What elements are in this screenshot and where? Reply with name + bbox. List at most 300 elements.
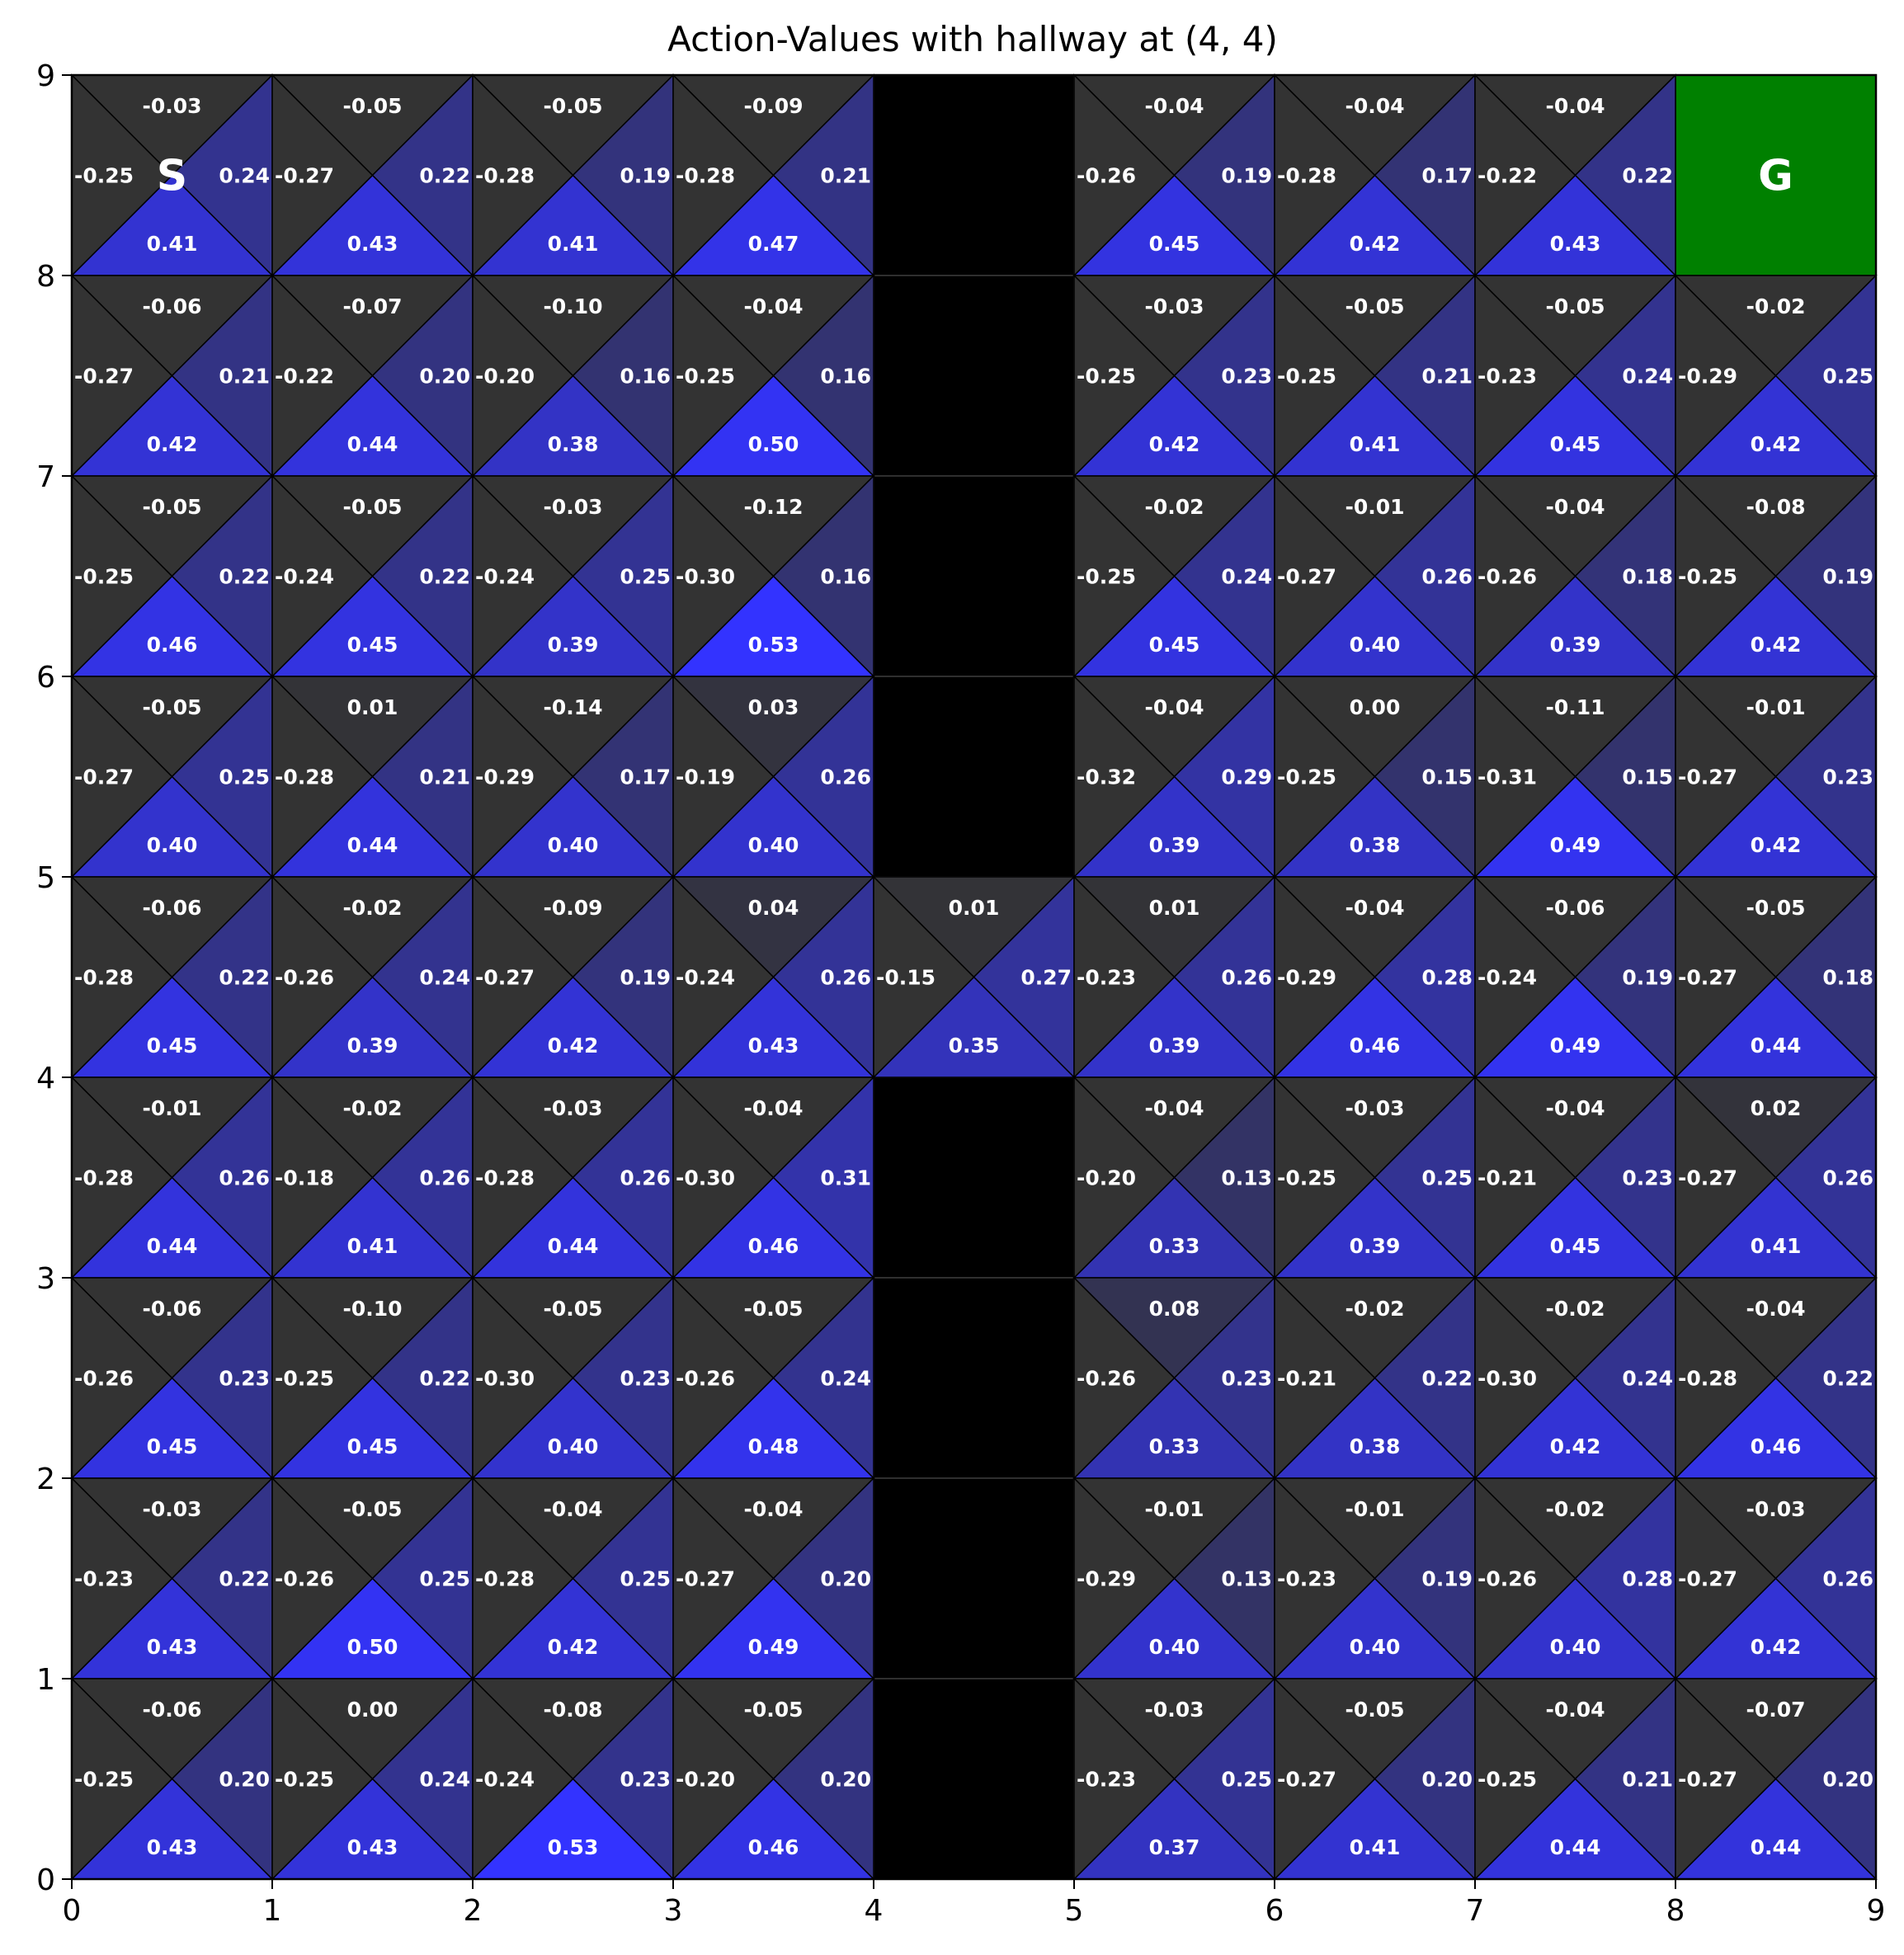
q-value-up: -0.02 <box>342 1096 403 1120</box>
q-value-up: -0.03 <box>543 1096 603 1120</box>
q-value-right: 0.26 <box>820 765 871 789</box>
q-value-down: 0.42 <box>1750 633 1802 657</box>
q-value-down: 0.44 <box>146 1234 198 1258</box>
q-value-right: 0.23 <box>620 1767 671 1792</box>
wall-cell <box>874 75 1074 276</box>
q-value-down: 0.46 <box>1349 1034 1401 1058</box>
x-tick-label: 5 <box>1064 1894 1084 1928</box>
x-tick-label: 2 <box>463 1894 483 1928</box>
q-value-left: -0.27 <box>475 965 535 990</box>
q-value-right: 0.22 <box>1421 1366 1473 1391</box>
q-value-left: -0.25 <box>1077 364 1137 389</box>
start-label: S <box>156 151 188 201</box>
q-value-left: -0.25 <box>1277 765 1337 789</box>
q-value-down: 0.40 <box>1148 1635 1200 1659</box>
q-value-down: 0.50 <box>346 1635 398 1659</box>
x-tick-label: 8 <box>1666 1894 1685 1928</box>
q-value-left: -0.25 <box>275 1767 335 1792</box>
grid-cell <box>1275 75 1475 276</box>
q-value-up: -0.06 <box>142 1698 202 1722</box>
q-value-up: 0.04 <box>747 896 799 920</box>
grid-cell <box>272 1478 473 1679</box>
q-value-left: -0.21 <box>1277 1366 1337 1391</box>
grid-cell <box>1475 75 1675 276</box>
grid-cell <box>1275 1478 1475 1679</box>
q-value-left: -0.27 <box>1678 1767 1738 1792</box>
q-value-left: -0.26 <box>1477 1566 1538 1591</box>
q-value-left: -0.29 <box>1077 1566 1137 1591</box>
q-value-right: 0.24 <box>1622 364 1673 389</box>
q-value-down: 0.42 <box>547 1635 599 1659</box>
q-value-left: -0.24 <box>676 965 736 990</box>
grid-cell <box>272 1679 473 1879</box>
q-value-up: -0.05 <box>1345 1698 1405 1722</box>
y-tick-label: 4 <box>36 1062 55 1095</box>
q-value-up: -0.06 <box>142 896 202 920</box>
q-value-down: 0.39 <box>346 1034 398 1058</box>
q-value-down: 0.39 <box>1148 833 1200 857</box>
grid-cell <box>1275 877 1475 1077</box>
q-value-up: -0.04 <box>1545 1096 1605 1120</box>
q-value-up: -0.04 <box>1144 1096 1204 1120</box>
q-value-up: -0.01 <box>1345 1497 1405 1521</box>
q-value-down: 0.42 <box>1750 1635 1802 1659</box>
grid-cell <box>1275 1278 1475 1478</box>
q-value-down: 0.46 <box>146 633 198 657</box>
q-value-down: 0.42 <box>547 1034 599 1058</box>
q-value-up: -0.05 <box>543 94 603 118</box>
grid-cell <box>673 1679 874 1879</box>
y-tick-label: 2 <box>36 1463 55 1496</box>
grid-cell <box>1675 276 1876 476</box>
q-value-left: -0.28 <box>676 163 736 188</box>
q-value-right: 0.15 <box>1421 765 1473 789</box>
q-value-left: -0.28 <box>475 1166 535 1190</box>
q-value-down: 0.38 <box>1349 833 1401 857</box>
q-value-up: -0.10 <box>543 294 603 318</box>
q-value-left: -0.24 <box>1477 965 1538 990</box>
grid-cell <box>1675 877 1876 1077</box>
q-value-right: 0.20 <box>1822 1767 1873 1792</box>
q-value-down: 0.41 <box>1349 432 1401 456</box>
x-tick-label: 1 <box>262 1894 282 1928</box>
q-value-left: -0.25 <box>1678 564 1738 589</box>
q-value-right: 0.23 <box>1221 1366 1272 1391</box>
q-value-left: -0.23 <box>1277 1566 1337 1591</box>
q-value-left: -0.25 <box>74 564 134 589</box>
q-value-right: 0.22 <box>419 564 470 589</box>
grid-cell <box>272 1278 473 1478</box>
grid-cell <box>1475 476 1675 676</box>
q-value-right: 0.28 <box>1622 1566 1673 1591</box>
q-value-up: -0.03 <box>1144 1698 1204 1722</box>
q-value-left: -0.26 <box>275 1566 335 1591</box>
q-value-down: 0.39 <box>1148 1034 1200 1058</box>
q-value-down: 0.48 <box>747 1434 799 1458</box>
q-value-left: -0.23 <box>74 1566 134 1591</box>
grid-cell <box>673 476 874 676</box>
q-value-down: 0.39 <box>1349 1234 1401 1258</box>
q-value-up: -0.05 <box>342 495 403 519</box>
q-value-up: 0.03 <box>747 695 799 719</box>
grid-cell <box>1475 1278 1675 1478</box>
q-value-up: -0.04 <box>743 1497 804 1521</box>
q-value-down: 0.41 <box>547 232 599 256</box>
y-tick-label: 8 <box>36 260 55 294</box>
grid-cell <box>1074 1077 1275 1278</box>
grid-cell <box>473 276 673 476</box>
q-value-up: -0.11 <box>1545 695 1605 719</box>
grid-cell <box>1074 75 1275 276</box>
q-value-down: 0.44 <box>1549 1835 1601 1859</box>
q-value-left: -0.20 <box>475 364 535 389</box>
q-value-right: 0.26 <box>219 1166 270 1190</box>
q-value-left: -0.30 <box>1477 1366 1538 1391</box>
grid-cell <box>72 877 272 1077</box>
q-value-left: -0.19 <box>676 765 736 789</box>
q-value-left: -0.31 <box>1477 765 1538 789</box>
q-value-up: 0.00 <box>1349 695 1401 719</box>
y-tick-label: 3 <box>36 1262 55 1296</box>
q-value-down: 0.46 <box>747 1835 799 1859</box>
q-value-left: -0.28 <box>74 1166 134 1190</box>
q-value-down: 0.40 <box>547 833 599 857</box>
q-value-right: 0.20 <box>820 1767 871 1792</box>
q-value-up: -0.01 <box>142 1096 202 1120</box>
q-value-down: 0.42 <box>1148 432 1200 456</box>
q-value-up: -0.05 <box>543 1297 603 1321</box>
grid-cell <box>72 276 272 476</box>
q-value-down: 0.53 <box>747 633 799 657</box>
q-value-down: 0.44 <box>547 1234 599 1258</box>
grid-cell <box>1275 476 1475 676</box>
wall-cell <box>874 276 1074 476</box>
q-value-up: -0.05 <box>743 1698 804 1722</box>
q-value-left: -0.22 <box>275 364 335 389</box>
q-value-right: 0.22 <box>419 1366 470 1391</box>
q-value-up: -0.05 <box>342 94 403 118</box>
q-value-left: -0.22 <box>1477 163 1538 188</box>
q-value-right: 0.18 <box>1622 564 1673 589</box>
grid-cell <box>473 1278 673 1478</box>
grid-cell <box>1275 1679 1475 1879</box>
q-value-right: 0.16 <box>820 364 871 389</box>
x-tick-label: 0 <box>62 1894 82 1928</box>
q-value-right: 0.24 <box>1622 1366 1673 1391</box>
q-value-down: 0.45 <box>346 633 398 657</box>
q-value-down: 0.43 <box>146 1835 198 1859</box>
q-value-down: 0.45 <box>1549 432 1601 456</box>
y-tick-label: 0 <box>36 1863 55 1897</box>
q-value-up: 0.01 <box>346 695 398 719</box>
grid-cell <box>473 75 673 276</box>
q-value-left: -0.27 <box>1277 564 1337 589</box>
grid-cell <box>1074 276 1275 476</box>
q-value-left: -0.26 <box>1077 163 1137 188</box>
q-value-down: 0.45 <box>346 1434 398 1458</box>
q-value-right: 0.17 <box>620 765 671 789</box>
grid-cell <box>1475 1478 1675 1679</box>
q-value-down: 0.40 <box>146 833 198 857</box>
q-value-down: 0.47 <box>747 232 799 256</box>
q-value-down: 0.40 <box>1349 1635 1401 1659</box>
q-value-left: -0.25 <box>1077 564 1137 589</box>
q-value-up: -0.03 <box>1144 294 1204 318</box>
q-value-down: 0.43 <box>146 1635 198 1659</box>
q-value-left: -0.27 <box>74 765 134 789</box>
q-value-left: -0.24 <box>475 564 535 589</box>
grid-cell <box>1074 676 1275 877</box>
q-value-right: 0.23 <box>1221 364 1272 389</box>
q-value-left: -0.26 <box>676 1366 736 1391</box>
grid-cell <box>272 276 473 476</box>
q-value-left: -0.15 <box>876 965 936 990</box>
grid-cell <box>1074 1478 1275 1679</box>
q-value-right: 0.21 <box>1622 1767 1673 1792</box>
q-value-up: -0.04 <box>1144 695 1204 719</box>
q-value-up: -0.03 <box>1345 1096 1405 1120</box>
q-value-right: 0.25 <box>419 1566 470 1591</box>
q-value-right: 0.25 <box>219 765 270 789</box>
grid-cell <box>1275 276 1475 476</box>
q-value-up: -0.05 <box>1746 896 1806 920</box>
q-value-down: 0.49 <box>1549 1034 1601 1058</box>
q-value-up: -0.05 <box>743 1297 804 1321</box>
q-value-up: -0.04 <box>1144 94 1204 118</box>
q-value-right: 0.25 <box>1421 1166 1473 1190</box>
q-value-right: 0.28 <box>1421 965 1473 990</box>
q-value-right: 0.15 <box>1622 765 1673 789</box>
q-value-up: -0.04 <box>1345 94 1405 118</box>
q-value-down: 0.40 <box>1349 633 1401 657</box>
q-value-left: -0.28 <box>275 765 335 789</box>
q-value-right: 0.21 <box>1421 364 1473 389</box>
q-value-up: 0.01 <box>1148 896 1200 920</box>
q-value-down: 0.40 <box>747 833 799 857</box>
q-value-down: 0.41 <box>1349 1835 1401 1859</box>
grid-cell <box>673 1478 874 1679</box>
q-value-down: 0.49 <box>747 1635 799 1659</box>
q-value-right: 0.22 <box>1822 1366 1873 1391</box>
q-value-up: -0.04 <box>1545 1698 1605 1722</box>
q-value-up: -0.08 <box>543 1698 603 1722</box>
q-value-right: 0.29 <box>1221 765 1272 789</box>
q-value-up: -0.05 <box>142 695 202 719</box>
q-value-down: 0.41 <box>1750 1234 1802 1258</box>
q-value-right: 0.26 <box>1822 1566 1873 1591</box>
grid-cell <box>272 676 473 877</box>
q-value-down: 0.45 <box>146 1034 198 1058</box>
q-value-left: -0.28 <box>475 163 535 188</box>
q-value-up: -0.02 <box>342 896 403 920</box>
q-value-right: 0.24 <box>219 163 270 188</box>
q-value-right: 0.16 <box>820 564 871 589</box>
q-value-up: 0.00 <box>346 1698 398 1722</box>
q-value-up: -0.02 <box>1746 294 1806 318</box>
q-value-up: -0.04 <box>1545 495 1605 519</box>
q-value-right: 0.20 <box>820 1566 871 1591</box>
q-value-up: -0.03 <box>142 1497 202 1521</box>
q-value-down: 0.38 <box>1349 1434 1401 1458</box>
grid-cell <box>473 1077 673 1278</box>
goal-label: G <box>1758 151 1793 201</box>
q-value-right: 0.26 <box>419 1166 470 1190</box>
wall-cell <box>874 476 1074 676</box>
q-value-left: -0.28 <box>74 965 134 990</box>
q-value-left: -0.29 <box>475 765 535 789</box>
grid-cell <box>72 1077 272 1278</box>
q-value-up: -0.12 <box>743 495 804 519</box>
grid-cell <box>1675 676 1876 877</box>
q-value-right: 0.19 <box>620 965 671 990</box>
q-value-left: -0.27 <box>1678 1566 1738 1591</box>
grid-cell <box>1074 877 1275 1077</box>
q-value-down: 0.45 <box>146 1434 198 1458</box>
chart-title: Action-Values with hallway at (4, 4) <box>667 19 1278 59</box>
q-value-left: -0.25 <box>1277 1166 1337 1190</box>
q-value-down: 0.50 <box>747 432 799 456</box>
q-value-right: 0.23 <box>219 1366 270 1391</box>
q-value-left: -0.27 <box>74 364 134 389</box>
q-value-left: -0.30 <box>676 1166 736 1190</box>
q-value-up: -0.01 <box>1144 1497 1204 1521</box>
q-value-down: 0.42 <box>1750 432 1802 456</box>
grid-cell <box>72 1278 272 1478</box>
q-value-left: -0.24 <box>475 1767 535 1792</box>
q-value-up: -0.03 <box>543 495 603 519</box>
grid-cell <box>874 877 1074 1077</box>
x-tick-label: 3 <box>663 1894 683 1928</box>
q-value-left: -0.27 <box>1678 765 1738 789</box>
q-value-down: 0.43 <box>1549 232 1601 256</box>
q-value-left: -0.21 <box>1477 1166 1538 1190</box>
grid-cell <box>72 676 272 877</box>
q-value-right: 0.20 <box>219 1767 270 1792</box>
y-tick-label: 9 <box>36 59 55 93</box>
grid-cell <box>473 1478 673 1679</box>
q-value-down: 0.39 <box>547 633 599 657</box>
q-value-up: -0.02 <box>1345 1297 1405 1321</box>
grid-cell <box>272 476 473 676</box>
q-value-left: -0.23 <box>1077 965 1137 990</box>
q-value-left: -0.26 <box>275 965 335 990</box>
q-value-left: -0.29 <box>1277 965 1337 990</box>
q-value-down: 0.45 <box>1148 232 1200 256</box>
y-tick-label: 7 <box>36 460 55 494</box>
q-value-left: -0.26 <box>1077 1366 1137 1391</box>
grid-cell <box>673 276 874 476</box>
q-value-right: 0.13 <box>1221 1566 1272 1591</box>
q-value-left: -0.27 <box>275 163 335 188</box>
q-value-right: 0.24 <box>820 1366 871 1391</box>
q-value-left: -0.29 <box>1678 364 1738 389</box>
q-value-down: 0.44 <box>1750 1835 1802 1859</box>
q-value-right: 0.22 <box>419 163 470 188</box>
q-value-up: -0.03 <box>142 94 202 118</box>
grid-cell <box>1675 1679 1876 1879</box>
q-value-right: 0.16 <box>620 364 671 389</box>
x-tick-label: 4 <box>864 1894 884 1928</box>
q-value-down: 0.46 <box>1750 1434 1802 1458</box>
q-value-right: 0.23 <box>1622 1166 1673 1190</box>
wall-cell <box>874 676 1074 877</box>
q-value-up: -0.06 <box>1545 896 1605 920</box>
q-value-left: -0.28 <box>1277 163 1337 188</box>
q-value-left: -0.20 <box>1077 1166 1137 1190</box>
q-value-down: 0.44 <box>1750 1034 1802 1058</box>
q-value-down: 0.49 <box>1549 833 1601 857</box>
q-value-left: -0.30 <box>676 564 736 589</box>
grid-cell <box>1475 1077 1675 1278</box>
q-value-right: 0.25 <box>620 1566 671 1591</box>
q-value-left: -0.25 <box>275 1366 335 1391</box>
q-value-up: -0.02 <box>1144 495 1204 519</box>
grid-cell <box>673 1077 874 1278</box>
q-value-right: 0.13 <box>1221 1166 1272 1190</box>
grid-cell <box>1675 1478 1876 1679</box>
q-value-left: -0.27 <box>1678 965 1738 990</box>
q-value-down: 0.38 <box>547 432 599 456</box>
q-value-up: -0.06 <box>142 294 202 318</box>
q-value-right: 0.26 <box>1221 965 1272 990</box>
q-value-right: 0.25 <box>1822 364 1873 389</box>
grid-cell <box>1074 1278 1275 1478</box>
q-value-down: 0.40 <box>1549 1635 1601 1659</box>
plot-area <box>36 59 1885 1928</box>
q-value-right: 0.27 <box>1020 965 1072 990</box>
grid-cell <box>272 1077 473 1278</box>
q-value-up: -0.04 <box>743 294 804 318</box>
q-value-up: -0.07 <box>342 294 403 318</box>
q-value-left: -0.30 <box>475 1366 535 1391</box>
q-value-right: 0.21 <box>419 765 470 789</box>
q-value-up: 0.02 <box>1750 1096 1802 1120</box>
q-value-right: 0.26 <box>820 965 871 990</box>
x-tick-label: 9 <box>1866 1894 1886 1928</box>
grid-cell <box>1074 1679 1275 1879</box>
grid-cell <box>1475 276 1675 476</box>
q-value-right: 0.21 <box>820 163 871 188</box>
q-value-down: 0.41 <box>146 232 198 256</box>
q-value-up: -0.03 <box>1746 1497 1806 1521</box>
x-tick-label: 7 <box>1465 1894 1485 1928</box>
grid-cell <box>72 1478 272 1679</box>
grid-cell <box>272 75 473 276</box>
q-value-down: 0.37 <box>1148 1835 1200 1859</box>
q-value-left: -0.27 <box>676 1566 736 1591</box>
q-value-right: 0.23 <box>1822 765 1873 789</box>
grid-cell <box>1475 1679 1675 1879</box>
q-value-right: 0.25 <box>620 564 671 589</box>
q-value-left: -0.25 <box>1477 1767 1538 1792</box>
q-value-right: 0.19 <box>1822 564 1873 589</box>
q-value-up: -0.08 <box>1746 495 1806 519</box>
q-value-down: 0.53 <box>547 1835 599 1859</box>
grid-cell <box>72 1679 272 1879</box>
q-value-left: -0.26 <box>1477 564 1538 589</box>
q-value-up: 0.08 <box>1148 1297 1200 1321</box>
q-value-up: -0.02 <box>1545 1497 1605 1521</box>
wall-cell <box>874 1478 1074 1679</box>
q-value-right: 0.25 <box>1221 1767 1272 1792</box>
q-value-down: 0.33 <box>1148 1434 1200 1458</box>
q-value-up: -0.05 <box>1545 294 1605 318</box>
q-value-down: 0.42 <box>1750 833 1802 857</box>
q-value-left: -0.24 <box>275 564 335 589</box>
y-tick-label: 5 <box>36 861 55 895</box>
q-value-up: -0.14 <box>543 695 603 719</box>
grid-cell <box>272 877 473 1077</box>
